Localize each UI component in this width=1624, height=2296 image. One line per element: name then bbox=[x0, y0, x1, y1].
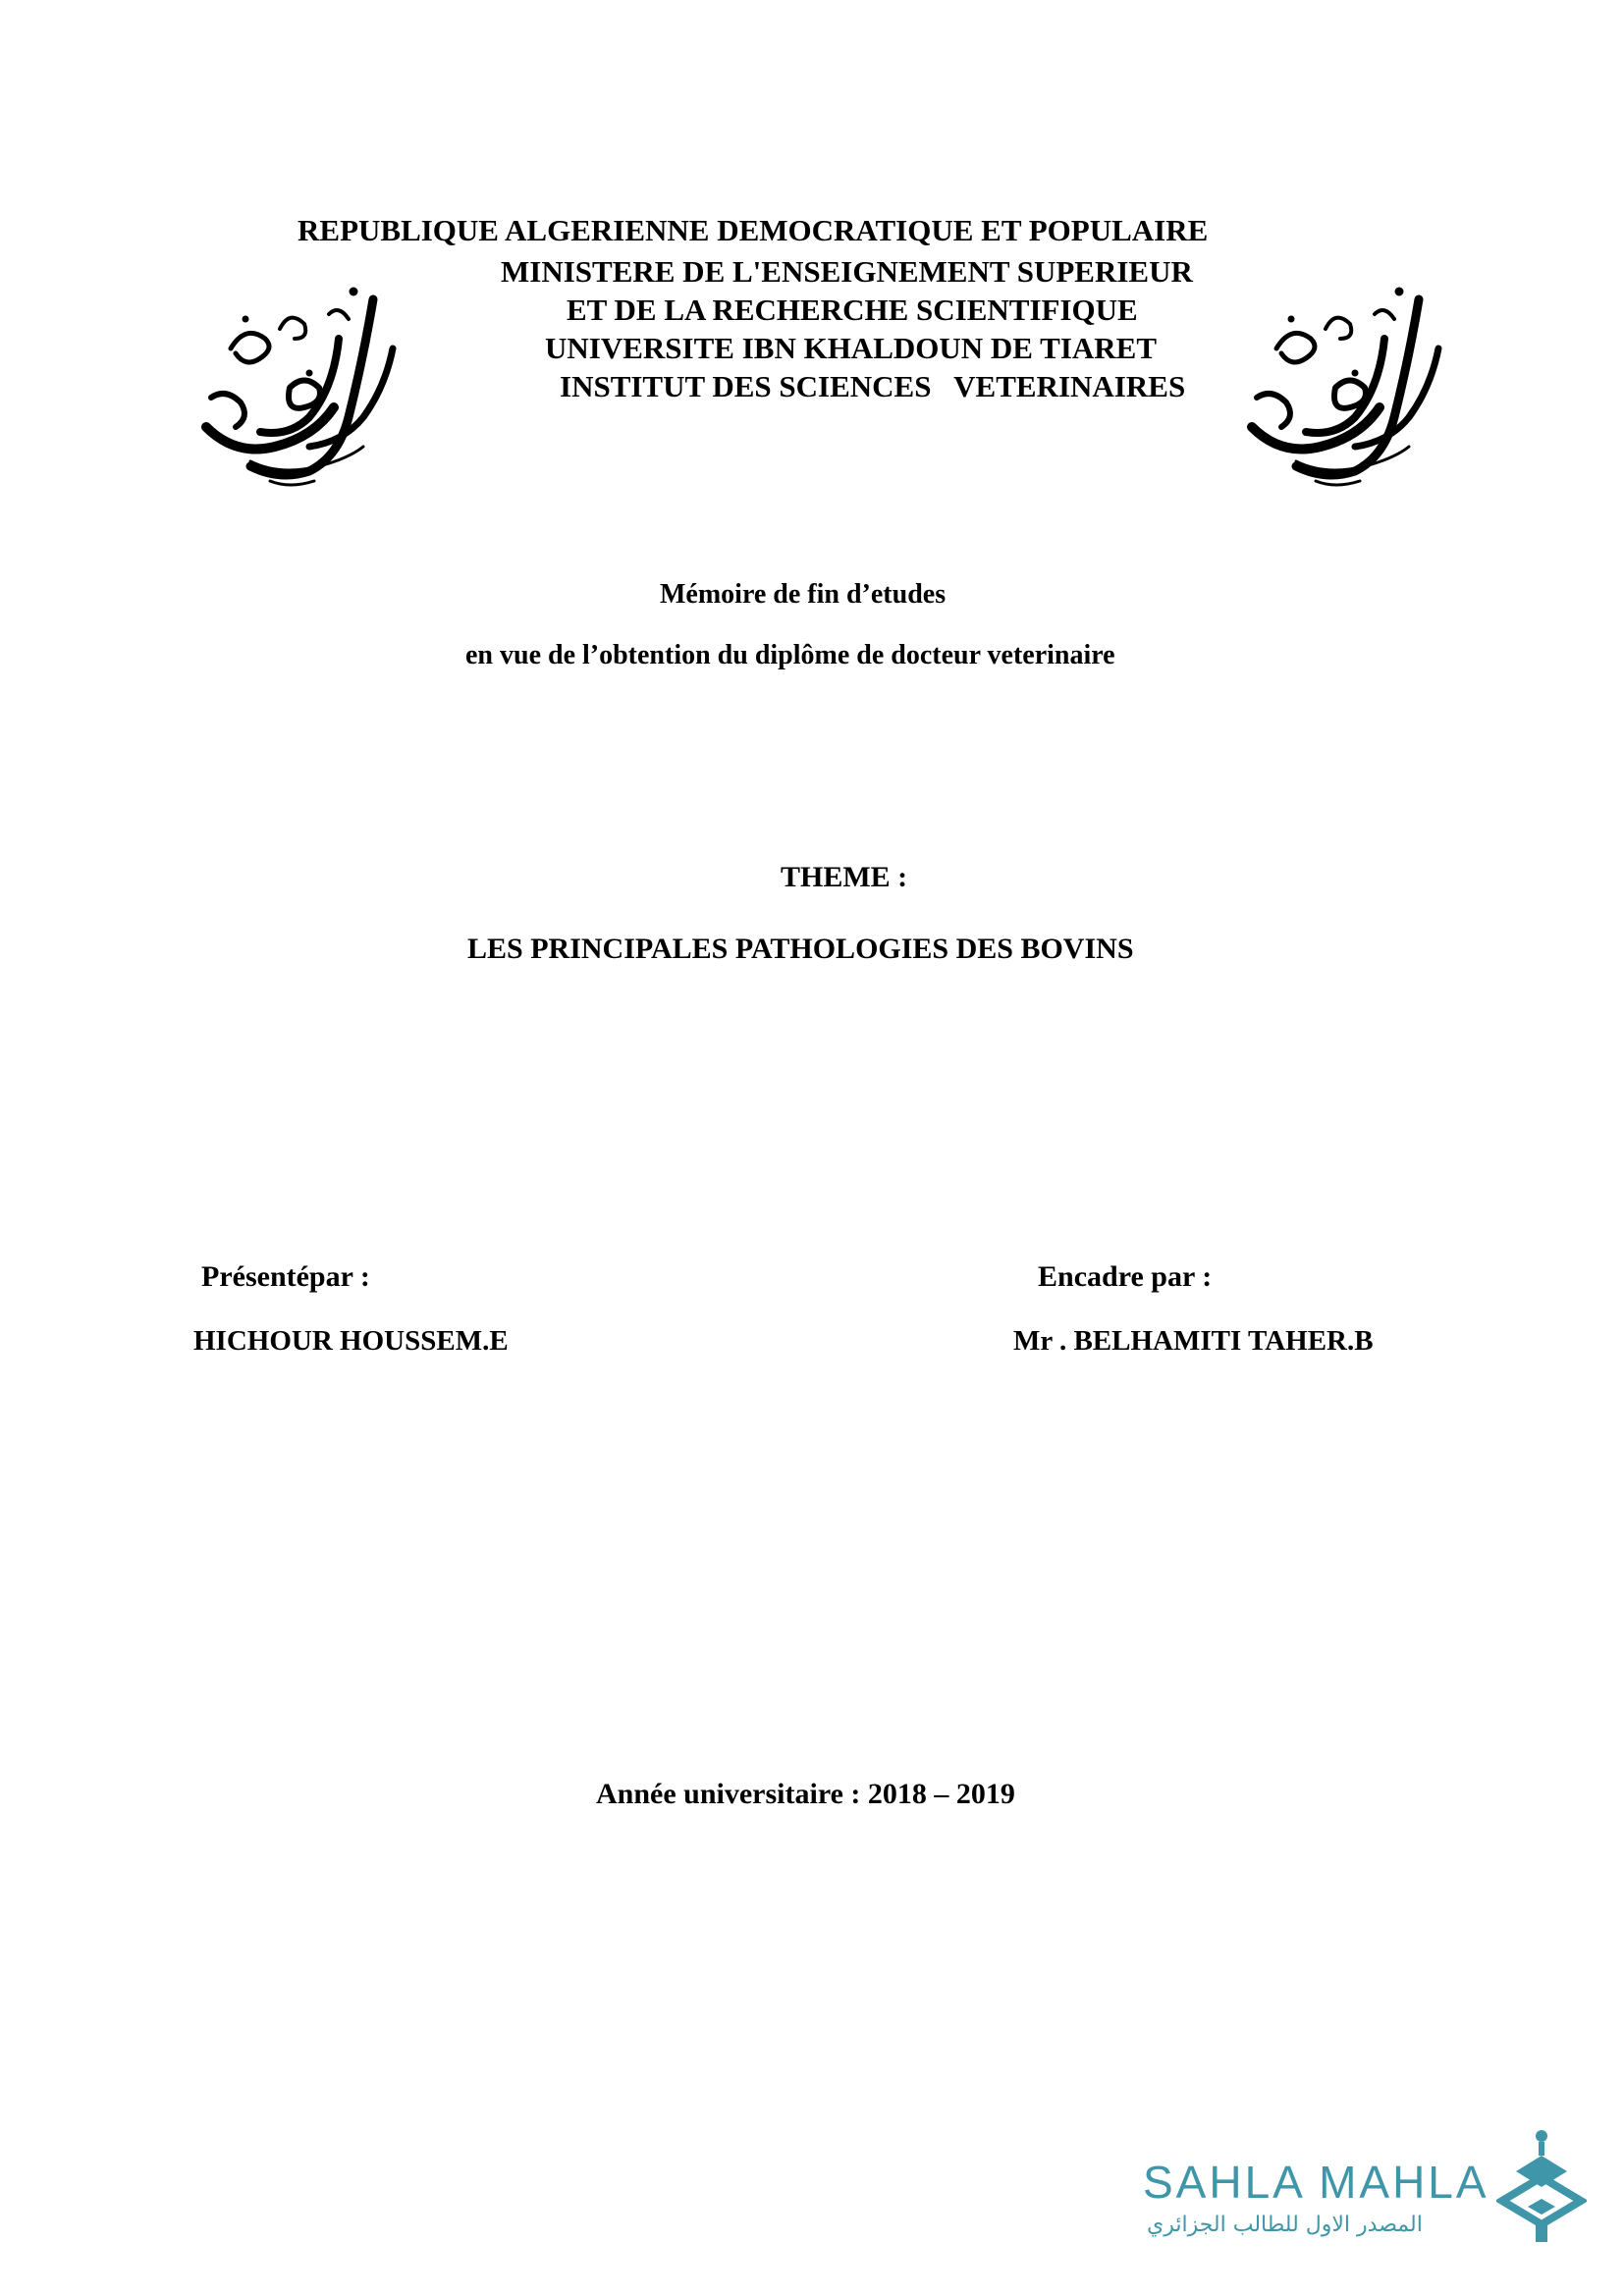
sahla-mahla-logo-icon bbox=[1496, 2128, 1587, 2246]
student-name: HICHOUR HOUSSEM.E bbox=[193, 1325, 509, 1357]
header-line-institute: INSTITUT DES SCIENCES VETERINAIRES bbox=[560, 369, 1186, 403]
presented-by-label: Présentépar : bbox=[201, 1260, 370, 1293]
academic-year: Année universitaire : 2018 – 2019 bbox=[596, 1778, 1015, 1810]
watermark-tagline: المصدر الاول للطالب الجزائري bbox=[1147, 2213, 1423, 2237]
watermark-brand: SAHLA MAHLA bbox=[1143, 2157, 1489, 2208]
right-university-logo bbox=[1237, 280, 1473, 496]
memoire-subtitle: en vue de l’obtention du diplôme de docteur veterinaire bbox=[465, 640, 1115, 670]
supervisor-name: Mr . BELHAMITI TAHER.B bbox=[1013, 1325, 1374, 1357]
header-line-ministry: MINISTERE DE L'ENSEIGNEMENT SUPERIEUR bbox=[501, 254, 1193, 289]
left-university-logo bbox=[191, 280, 427, 496]
theme-title: LES PRINCIPALES PATHOLOGIES DES BOVINS bbox=[467, 933, 1134, 965]
header-line-research: ET DE LA RECHERCHE SCIENTIFIQUE bbox=[567, 293, 1138, 327]
header-line-university: UNIVERSITE IBN KHALDOUN DE TIARET bbox=[545, 331, 1158, 365]
theme-label: THEME : bbox=[781, 861, 908, 893]
memoire-title: Mémoire de fin d’etudes bbox=[660, 579, 947, 610]
header-line-republic: REPUBLIQUE ALGERIENNE DEMOCRATIQUE ET POPULAIRE bbox=[298, 213, 1209, 247]
supervisor-label: Encadre par : bbox=[1038, 1260, 1213, 1293]
